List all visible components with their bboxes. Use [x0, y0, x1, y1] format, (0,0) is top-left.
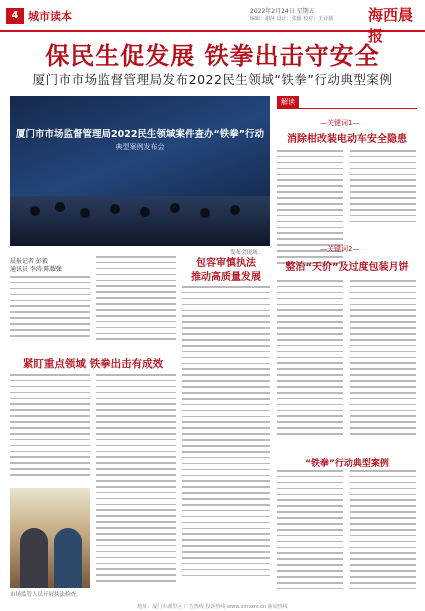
analysis-label: 解读 — [277, 96, 299, 108]
page-footer: 地址：厦门市湖里区 广告热线 投诉热线 www.xmsxm.cn 新闻热线 — [137, 604, 288, 610]
byline-correspondent: 通讯员 李涛 陈耀强 — [10, 266, 62, 273]
case-1-body-right — [350, 150, 416, 230]
editor-line: 编辑：谢萍 设计：张颖 校对：王诗薇 — [250, 16, 334, 22]
sub-headline: 厦门市市场监督管理局发布2022民生领域“铁拳”行动典型案例 — [32, 72, 393, 87]
middle-heading-line2: 推动高质量发展 — [191, 272, 261, 283]
middle-body — [182, 286, 270, 598]
section-title: 城市读本 — [28, 10, 72, 23]
intro-body-left — [10, 276, 90, 346]
case-2-title: 整治“天价”及过度包装月饼 — [285, 262, 409, 273]
photo-banner-subtext: 典型案例发布会 — [115, 143, 165, 151]
middle-heading-line1: 包容审慎执法 — [196, 258, 256, 269]
intro-body-right — [96, 256, 176, 352]
audience-silhouette — [10, 196, 270, 246]
event-photo — [10, 96, 270, 246]
photo-caption: 发布会现场。 — [230, 250, 264, 256]
keyword-2-tag: —关键词2— — [320, 245, 360, 253]
inspection-photo-caption: 市场监管人员开展执法检查。 — [10, 592, 82, 598]
main-headline: 保民生促发展 铁拳出击守安全 — [45, 42, 380, 70]
left-body-1 — [10, 374, 90, 484]
case-2-body-right — [350, 280, 416, 450]
keyword-1-tag: —关键词1— — [320, 119, 360, 127]
divider — [277, 108, 417, 109]
issue-date: 2022年2月24日 星期五 — [250, 8, 315, 15]
cases-body-left — [277, 470, 343, 598]
inspection-photo — [10, 488, 90, 588]
left-body-2 — [96, 374, 176, 598]
case-1-title: 消除柑改装电动车安全隐患 — [287, 134, 407, 145]
photo-banner-text: 厦门市市场监督管理局2022民生领域案件查办“铁拳”行动 — [16, 129, 264, 140]
cases-body-right — [350, 470, 416, 598]
page-number: 4 — [6, 8, 24, 24]
case-2-body-left — [277, 280, 343, 450]
newspaper-logo: 海西晨报 — [368, 6, 414, 45]
left-section-heading: 紧盯重点领域 铁拳出击有成效 — [22, 358, 164, 370]
byline-reporter: 晨报记者 彭毅 — [10, 258, 48, 265]
page-header — [0, 0, 425, 45]
typical-cases-title: “铁拳”行动典型案例 — [305, 459, 389, 469]
